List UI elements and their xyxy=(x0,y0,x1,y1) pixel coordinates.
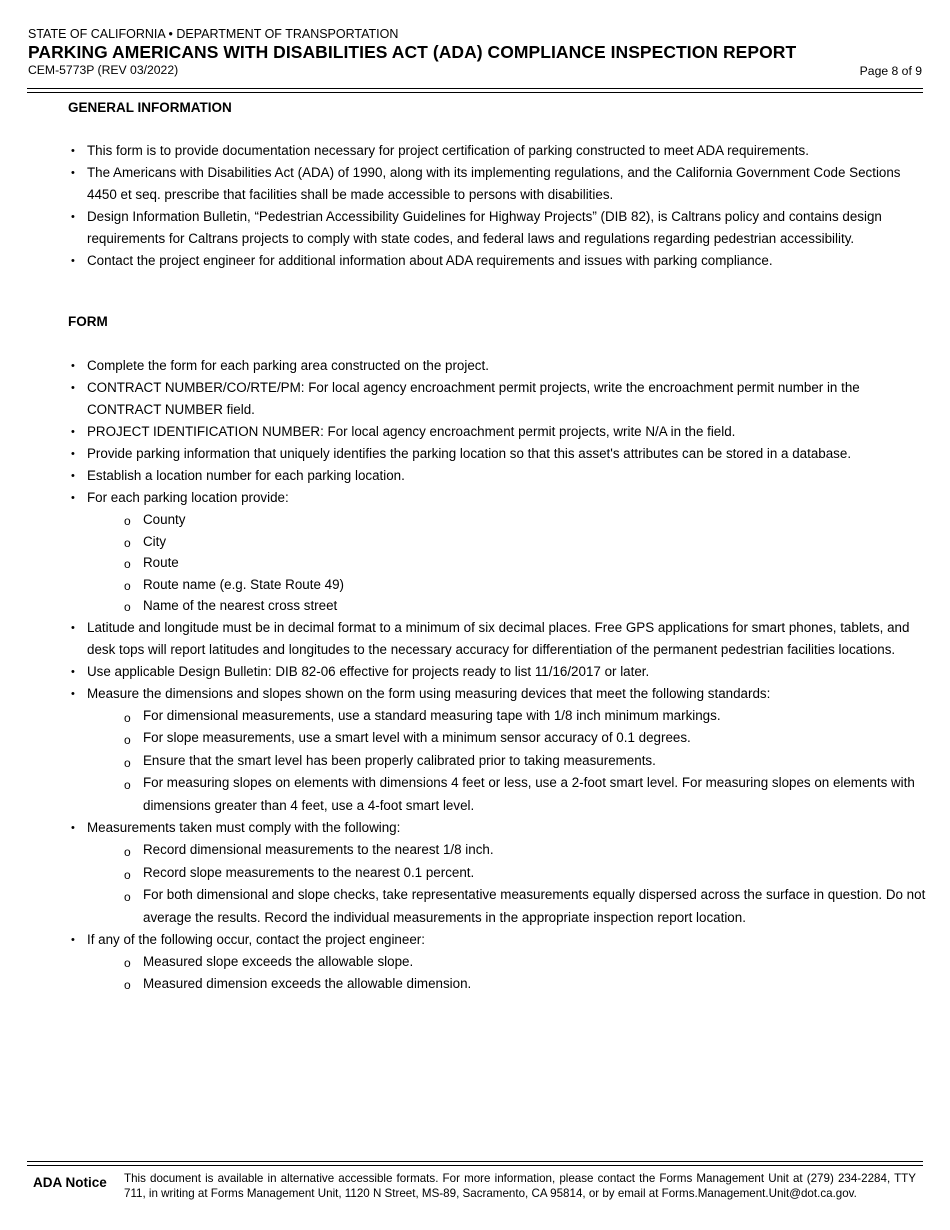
page-number: Page 8 of 9 xyxy=(859,64,922,78)
bullet-icon: • xyxy=(71,448,75,460)
list-item-text: Design Information Bulletin, “Pedestrian Accessibility Guidelines for Highway Projects” (DIB 82), is Caltrans policy and contains design requirements for Caltrans projects to comply with state codes, and federal laws and regulations regarding pedestrian accessibility. xyxy=(87,209,882,246)
document-title: PARKING AMERICANS WITH DISABILITIES ACT (ADA) COMPLIANCE INSPECTION REPORT xyxy=(28,42,797,62)
sublist-item xyxy=(87,595,928,617)
sublist-item xyxy=(87,862,928,885)
list-item xyxy=(68,929,928,994)
agency-line: STATE OF CALIFORNIA • DEPARTMENT OF TRANSPORTATION xyxy=(28,27,399,41)
list-item xyxy=(68,377,928,421)
bullet-icon: • xyxy=(71,687,75,700)
header-rule-bottom xyxy=(27,92,923,93)
bullet-icon: • xyxy=(71,621,75,634)
bullet-icon: • xyxy=(71,934,75,946)
bullet-icon: • xyxy=(71,211,75,223)
circle-bullet-icon: o xyxy=(124,845,131,859)
list-item-text: PROJECT IDENTIFICATION NUMBER: For local agency encroachment permit projects, write N/A in the field. xyxy=(87,424,736,439)
list-item-text: Provide parking information that uniquely identifies the parking location so that this asset's attributes can be stored in a database. xyxy=(87,446,852,461)
form-instructions-list xyxy=(68,355,928,994)
sublist-item-text: Measured dimension exceeds the allowable dimension. xyxy=(143,975,472,991)
form-number: CEM-5773P (REV 03/2022) xyxy=(28,63,179,77)
bullet-icon: • xyxy=(71,255,75,267)
circle-bullet-icon: o xyxy=(124,600,131,614)
sublist-item-text: Route xyxy=(143,555,179,570)
circle-bullet-icon: o xyxy=(124,778,131,792)
list-item-text: Establish a location number for each parking location. xyxy=(87,468,405,483)
list-item xyxy=(68,465,928,487)
general-information-list xyxy=(68,140,928,272)
circle-bullet-icon: o xyxy=(124,956,131,970)
sublist-item xyxy=(87,574,928,596)
bullet-icon: • xyxy=(71,167,75,179)
sublist-item-text: Route name (e.g. State Route 49) xyxy=(143,576,344,592)
bullet-icon: • xyxy=(71,145,75,157)
list-item xyxy=(68,250,928,272)
sublist-item-text: Record dimensional measurements to the nearest 1/8 inch. xyxy=(143,842,494,857)
sublist-item-text: Measured slope exceeds the allowable slope. xyxy=(143,954,414,969)
location-sublist xyxy=(87,509,928,617)
sublist-item-text: Name of the nearest cross street xyxy=(143,598,338,613)
circle-bullet-icon: o xyxy=(124,755,131,770)
circle-bullet-icon: o xyxy=(124,977,131,992)
form-heading: FORM xyxy=(68,314,108,329)
list-item-text: Complete the form for each parking area constructed on the project. xyxy=(87,358,489,373)
circle-bullet-icon: o xyxy=(124,890,131,904)
sublist-item xyxy=(87,531,928,553)
circle-bullet-icon: o xyxy=(124,535,131,550)
list-item-text: This form is to provide documentation necessary for project certification of parking constructed to meet ADA requirements. xyxy=(87,143,809,158)
list-item-text: Measurements taken must comply with the following: xyxy=(87,820,401,835)
sublist-item-text: Ensure that the smart level has been properly calibrated prior to taking measurements. xyxy=(143,752,656,768)
list-item xyxy=(68,206,928,250)
list-item-text: Latitude and longitude must be in decimal format to a minimum of six decimal places. Free GPS applications for smart phones, tablets, and desk tops will report latitudes and longitudes to the necessary accuracy for differentiation of the permanent pedestrian facilities locations. xyxy=(87,619,910,657)
sublist-item xyxy=(87,839,928,862)
list-item-text: The Americans with Disabilities Act (ADA) of 1990, along with its implementing regulations, and the California Government Code Sections 4450 et seq. prescribe that facilities shall be made accessible to persons with disabilities. xyxy=(87,165,901,202)
circle-bullet-icon: o xyxy=(124,578,131,593)
circle-bullet-icon: o xyxy=(124,514,131,528)
sublist-item-text: For both dimensional and slope checks, take representative measurements equally dispersed across the surface in question. Do not average the results. Record the individual measurements in the appropriate inspection report location. xyxy=(143,887,926,925)
bullet-icon: • xyxy=(71,492,75,504)
sublist-item-text: Record slope measurements to the nearest 0.1 percent. xyxy=(143,864,475,880)
sublist-item xyxy=(87,884,928,929)
list-item xyxy=(68,661,928,683)
ada-notice-text: This document is available in alternative accessible formats. For more information, please contact the Forms Management Unit at (279) 234-2284, TTY 711, in writing at Forms Management Unit, 1120 N Street, MS-89, Sacramento, CA 95814, or by email at Forms.Management.Unit@dot.ca.gov. xyxy=(124,1172,916,1200)
list-item-text: Use applicable Design Bulletin: DIB 82-06 effective for projects ready to list 11/16/2017 or later. xyxy=(87,663,650,679)
sublist-item xyxy=(87,750,928,773)
list-item-text: CONTRACT NUMBER/CO/RTE/PM: For local agency encroachment permit projects, write the encroachment permit number in the CONTRACT NUMBER field. xyxy=(87,380,860,417)
list-item xyxy=(68,617,928,661)
sublist-item xyxy=(87,552,928,574)
bullet-icon: • xyxy=(71,470,75,482)
sublist-item xyxy=(87,951,928,973)
list-item xyxy=(68,162,928,206)
measuring-devices-sublist xyxy=(87,705,928,818)
sublist-item-text: For measuring slopes on elements with dimensions 4 feet or less, use a 2-foot smart level. For measuring slopes on elements with dimensions greater than 4 feet, use a 4-foot smart level. xyxy=(143,775,915,813)
list-item xyxy=(68,487,928,617)
sublist-item-text: For slope measurements, use a smart level with a minimum sensor accuracy of 0.1 degrees. xyxy=(143,730,691,745)
sublist-item xyxy=(87,973,928,995)
bullet-icon: • xyxy=(71,665,75,678)
list-item xyxy=(68,355,928,377)
sublist-item-text: County xyxy=(143,512,186,527)
sublist-item-text: City xyxy=(143,533,167,549)
list-item xyxy=(68,140,928,162)
ada-notice-label: ADA Notice xyxy=(33,1175,107,1190)
sublist-item-text: For dimensional measurements, use a standard measuring tape with 1/8 inch minimum markings. xyxy=(143,707,721,723)
sublist-item xyxy=(87,509,928,531)
bullet-icon: • xyxy=(71,426,75,438)
sublist-item xyxy=(87,705,928,728)
list-item xyxy=(68,817,928,929)
list-item xyxy=(68,421,928,443)
document-header xyxy=(28,27,924,77)
contact-engineer-sublist xyxy=(87,951,928,994)
list-item xyxy=(68,443,928,465)
footer-rule-top xyxy=(27,1161,923,1162)
compliance-sublist xyxy=(87,839,928,929)
sublist-item xyxy=(87,727,928,750)
circle-bullet-icon: o xyxy=(124,867,131,882)
circle-bullet-icon: o xyxy=(124,710,131,725)
sublist-item xyxy=(87,772,928,817)
list-item-text: Contact the project engineer for additional information about ADA requirements and issues with parking compliance. xyxy=(87,253,773,268)
circle-bullet-icon: o xyxy=(124,733,131,747)
general-information-heading: GENERAL INFORMATION xyxy=(68,100,232,115)
list-item xyxy=(68,683,928,818)
list-item-text: For each parking location provide: xyxy=(87,490,289,505)
list-item-text: If any of the following occur, contact the project engineer: xyxy=(87,932,425,947)
header-rule-top xyxy=(27,88,923,89)
bullet-icon: • xyxy=(71,360,75,372)
bullet-icon: • xyxy=(71,382,75,394)
bullet-icon: • xyxy=(71,822,75,834)
footer-rule-bottom xyxy=(27,1165,923,1166)
list-item-text: Measure the dimensions and slopes shown on the form using measuring devices that meet the following standards: xyxy=(87,685,771,701)
circle-bullet-icon: o xyxy=(124,557,131,571)
